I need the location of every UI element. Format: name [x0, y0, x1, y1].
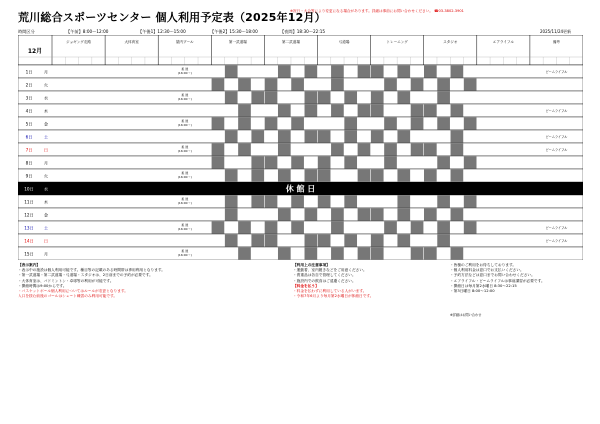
reserved-slot	[225, 208, 238, 220]
reserved-slot	[344, 234, 357, 246]
reserved-slot	[397, 130, 410, 142]
reserved-slot	[371, 247, 384, 259]
pool-note: (16:00～)	[177, 123, 192, 127]
legend-red-line: ・バスケットボール個人利用についてはルールが変更となります。	[18, 289, 128, 294]
reserved-slot	[225, 130, 238, 142]
legend-line: ・第一武道場・第二武道場・弓道場・スタジオは、2日前までの予約が必要です。	[18, 273, 153, 278]
reserved-slot	[451, 169, 464, 181]
reserved-slot	[278, 130, 291, 142]
pool-note: 柔 道	[181, 67, 189, 71]
day-label: 5日	[25, 121, 33, 127]
weekday-label: 土	[43, 134, 49, 140]
reserved-slot	[265, 195, 278, 207]
weekday-label: 火	[43, 82, 49, 88]
weekday-label: 土	[43, 225, 49, 231]
reserved-slot	[212, 156, 225, 168]
usage-block	[293, 263, 443, 299]
reserved-slot	[397, 65, 410, 77]
reserved-slot	[384, 117, 397, 129]
reserved-slot	[437, 117, 450, 129]
reserved-slot	[437, 195, 450, 207]
reserved-slot	[384, 221, 397, 233]
reserved-slot	[397, 234, 410, 246]
reserved-slot	[424, 104, 437, 116]
day-label: 11日	[24, 199, 34, 205]
remark-label: ビームライフル	[545, 135, 568, 139]
day-row	[18, 91, 583, 104]
day-row	[18, 65, 583, 78]
weekday-label: 木	[43, 108, 49, 114]
hours-afternoon2: 【午後2】15:30～18:00	[210, 29, 258, 34]
reserved-slot	[344, 91, 357, 103]
usage-heading: 【利用上の注意事項】	[293, 263, 330, 267]
day-row	[18, 247, 583, 260]
page-title: 荒川総合スポーツセンター 個人利用予定表（2025年12月）	[18, 11, 326, 24]
info-line: ・皆様のご利用をお待ちしております。	[450, 263, 517, 267]
reserved-slot	[251, 91, 264, 103]
pool-note: (16:00～)	[177, 253, 192, 257]
facility-label: 備考	[552, 40, 561, 44]
reserved-slot	[437, 91, 450, 103]
pool-note: 柔 道	[181, 171, 189, 175]
reserved-slot	[305, 247, 318, 259]
day-label: 1日	[25, 69, 33, 75]
facility-label: スタジオ	[443, 40, 458, 44]
facility-label: 第一武道場	[228, 40, 247, 44]
reserved-slot	[358, 65, 371, 77]
weekday-label: 水	[43, 186, 49, 192]
reserved-slot	[291, 78, 304, 90]
reserved-slot	[278, 143, 291, 155]
reserved-slot	[451, 65, 464, 77]
reserved-slot	[225, 169, 238, 181]
reserved-slot	[251, 156, 264, 168]
pool-note: 柔 道	[181, 197, 189, 201]
reserved-slot	[318, 156, 331, 168]
reserved-slot	[251, 130, 264, 142]
usage-red-heading: 【料金を払う】	[293, 283, 319, 288]
reserved-slot	[371, 65, 384, 77]
reserved-slot	[344, 130, 357, 142]
reserved-slot	[384, 156, 397, 168]
legend-red-line: 入口を挟む前後のゴールはシュート練習のみ利用可能です。	[18, 294, 118, 299]
legend-heading: 【表示案内】	[18, 263, 41, 267]
reserved-slot	[251, 169, 264, 181]
reserved-slot	[318, 234, 331, 246]
weekday-label: 金	[43, 212, 49, 218]
reserved-slot	[265, 234, 278, 246]
reserved-slot	[371, 104, 384, 116]
pool-note: 柔 道	[181, 223, 189, 227]
reserved-slot	[318, 130, 331, 142]
month-label: 12月	[27, 48, 43, 55]
pool-note: (16:00～)	[177, 97, 192, 101]
weekday-label: 日	[43, 238, 49, 244]
day-row	[18, 169, 583, 182]
weekday-label: 木	[43, 199, 49, 205]
legend-line: ・大体育室は、バドミントン・卓球等の利用が可能です。	[18, 278, 114, 283]
reserved-slot	[464, 78, 477, 90]
day-label: 15日	[24, 251, 34, 257]
reserved-slot	[225, 234, 238, 246]
reserved-slot	[331, 208, 344, 220]
reserved-slot	[238, 104, 251, 116]
reserved-slot	[265, 91, 278, 103]
reserved-slot	[371, 234, 384, 246]
facility-label: 大体育室	[124, 40, 139, 44]
reserved-slot	[265, 221, 278, 233]
reserved-slot	[238, 221, 251, 233]
weekday-label: 月	[43, 69, 49, 75]
reserved-slot	[251, 234, 264, 246]
usage-line: ・貴重品は各自で管理してください。	[293, 273, 356, 278]
reserved-slot	[451, 247, 464, 259]
remark-label: ビームライフル	[545, 70, 568, 74]
info-line: ・エアライフル・ビームライフルは事前講習が必要です。	[450, 278, 545, 283]
reserved-slot	[225, 91, 238, 103]
pool-note: 柔 道	[181, 119, 189, 123]
weekday-label: 月	[43, 251, 49, 257]
info-line: ・予約方法などは窓口までお問い合わせください。	[450, 273, 535, 278]
reserved-slot	[411, 221, 424, 233]
reserved-slot	[331, 143, 344, 155]
reserved-slot	[331, 78, 344, 90]
day-label: 13日	[24, 225, 34, 231]
info-line: ・個人利用料金は窓口でお支払いください。	[450, 268, 524, 273]
reserved-slot	[464, 117, 477, 129]
notice-text: ※祝日・大会等により変更になる場合があります。詳細は事前にお問い合わせください。 ☎03-3802-3901	[290, 9, 464, 13]
legend-block	[18, 263, 273, 299]
reserved-slot	[397, 91, 410, 103]
weekday-label: 水	[43, 95, 49, 101]
info-block	[450, 263, 590, 294]
reserved-slot	[411, 247, 424, 259]
reserved-slot	[464, 195, 477, 207]
reserved-slot	[437, 234, 450, 246]
footnote: ※詳細はお問い合わせ	[450, 313, 482, 317]
day-row	[18, 104, 583, 117]
reserved-slot	[344, 195, 357, 207]
reserved-slot	[212, 143, 225, 155]
hours-afternoon1: 【午後1】12:30～15:00	[138, 29, 186, 34]
reserved-slot	[238, 247, 251, 259]
weekday-label: 月	[43, 160, 49, 166]
usage-red-line: ・料金を払わずに利用している人がいます。	[293, 289, 367, 294]
reserved-slot	[424, 65, 437, 77]
reserved-slot	[265, 78, 278, 90]
reserved-slot	[331, 247, 344, 259]
day-row	[18, 143, 583, 156]
reserved-slot	[212, 221, 225, 233]
reserved-slot	[451, 130, 464, 142]
reserved-slot	[238, 117, 251, 129]
reserved-slot	[265, 117, 278, 129]
reserved-slot	[318, 91, 331, 103]
day-label: 4日	[25, 108, 33, 114]
reserved-slot	[305, 208, 318, 220]
reserved-slot	[358, 143, 371, 155]
reserved-slot	[397, 195, 410, 207]
reserved-slot	[305, 65, 318, 77]
facility-label: トレーニング	[386, 40, 408, 44]
day-label: 6日	[25, 134, 33, 140]
reserved-slot	[305, 234, 318, 246]
reserved-slot	[371, 130, 384, 142]
reserved-slot	[411, 143, 424, 155]
reserved-slot	[238, 78, 251, 90]
remark-label: ビームライフル	[545, 239, 568, 243]
day-label: 12日	[24, 212, 34, 218]
facility-label: エアライフル	[492, 40, 514, 44]
pool-note: (16:00～)	[177, 149, 192, 153]
closed-label: 休 館 日	[285, 184, 316, 194]
usage-line: ・運動着、室内履きなどをご用意ください。	[293, 268, 367, 273]
reserved-slot	[212, 117, 225, 129]
pool-note: 柔 道	[181, 249, 189, 253]
reserved-slot	[305, 169, 318, 181]
day-row	[18, 130, 583, 143]
reserved-slot	[305, 130, 318, 142]
pool-note: 柔 道	[181, 93, 189, 97]
reserved-slot	[451, 143, 464, 155]
reserved-slot	[371, 208, 384, 220]
legend-line: ・開館時間は9:00からです。	[18, 283, 67, 288]
reserved-slot	[278, 247, 291, 259]
reserved-slot	[411, 117, 424, 129]
weekday-label: 火	[43, 173, 49, 179]
remark-label: ビームライフル	[545, 148, 568, 152]
reserved-slot	[384, 78, 397, 90]
reserved-slot	[344, 117, 357, 129]
reserved-slot	[251, 195, 264, 207]
reserved-slot	[318, 169, 331, 181]
schedule-grid	[18, 35, 583, 260]
info-line: ・開館日は毎月第2水曜日 8:30～22:15	[450, 283, 517, 288]
day-label: 3日	[25, 95, 33, 101]
reserved-slot	[437, 221, 450, 233]
pool-note: (16:00～)	[177, 227, 192, 231]
reserved-slot	[371, 91, 384, 103]
reserved-slot	[331, 104, 344, 116]
day-row	[18, 208, 583, 221]
reserved-slot	[291, 195, 304, 207]
reserved-slot	[358, 104, 371, 116]
reserved-slot	[384, 143, 397, 155]
hours-morning: 【午前】8:00～12:00	[66, 29, 109, 34]
day-label: 10日	[24, 186, 34, 192]
usage-red-line: ・令和7年6月より毎月第2水曜日が休館日です。	[293, 294, 374, 299]
reserved-slot	[265, 156, 278, 168]
day-label: 2日	[25, 82, 33, 88]
reserved-slot	[278, 65, 291, 77]
facility-label: 第二武道場	[281, 40, 300, 44]
day-label: 14日	[24, 238, 34, 244]
pool-note: (16:00～)	[177, 175, 192, 179]
reserved-slot	[464, 156, 477, 168]
pool-note: (16:00～)	[177, 71, 192, 75]
reserved-slot	[305, 91, 318, 103]
reserved-slot	[464, 221, 477, 233]
reserved-slot	[291, 156, 304, 168]
facility-label: ジョギング走路	[66, 40, 92, 44]
reserved-slot	[411, 104, 424, 116]
remark-label: ビームライフル	[545, 226, 568, 230]
reserved-slot	[358, 169, 371, 181]
usage-line: ・施設内での飲食はご遠慮ください。	[293, 278, 356, 283]
reserved-slot	[305, 104, 318, 116]
reserved-slot	[358, 208, 371, 220]
reserved-slot	[278, 104, 291, 116]
reserved-slot	[358, 247, 371, 259]
updated-date: 2025/11/24更新	[540, 29, 572, 34]
reserved-slot	[225, 195, 238, 207]
pool-note: 柔 道	[181, 145, 189, 149]
reserved-slot	[331, 221, 344, 233]
reserved-slot	[451, 208, 464, 220]
weekday-label: 日	[43, 147, 49, 153]
reserved-slot	[424, 169, 437, 181]
hours-label: 時間区分	[18, 29, 35, 34]
day-label: 8日	[25, 160, 33, 166]
facility-label: 弓道場	[338, 40, 350, 44]
reserved-slot	[451, 104, 464, 116]
day-row	[18, 234, 583, 247]
reserved-slot	[437, 78, 450, 90]
reserved-slot	[424, 143, 437, 155]
reserved-slot	[318, 195, 331, 207]
hours-night: 【夜間】18:30～22:15	[280, 29, 326, 34]
pool-note: (16:00～)	[177, 201, 192, 205]
legend-line: ・表示中の施設は個人利用可能です。種目等の記載のある時間帯は専用利用となります。	[18, 268, 165, 273]
remark-label: ビームライフル	[545, 109, 568, 113]
reserved-slot	[344, 156, 357, 168]
reserved-slot	[238, 143, 251, 155]
facility-label: 屋内プール	[175, 40, 194, 44]
reserved-slot	[291, 221, 304, 233]
weekday-label: 金	[43, 121, 49, 127]
reserved-slot	[397, 208, 410, 220]
reserved-slot	[437, 156, 450, 168]
reserved-slot	[291, 117, 304, 129]
reserved-slot	[278, 169, 291, 181]
reserved-slot	[424, 247, 437, 259]
day-label: 7日	[25, 147, 33, 153]
reserved-slot	[225, 65, 238, 77]
reserved-slot	[424, 208, 437, 220]
reserved-slot	[212, 78, 225, 90]
info-line: ・第3日曜日 8:00～12:00	[450, 289, 495, 294]
reserved-slot	[411, 78, 424, 90]
reserved-slot	[371, 169, 384, 181]
reserved-slot	[278, 208, 291, 220]
reserved-slot	[397, 169, 410, 181]
day-label: 9日	[25, 173, 33, 179]
reserved-slot	[331, 65, 344, 77]
